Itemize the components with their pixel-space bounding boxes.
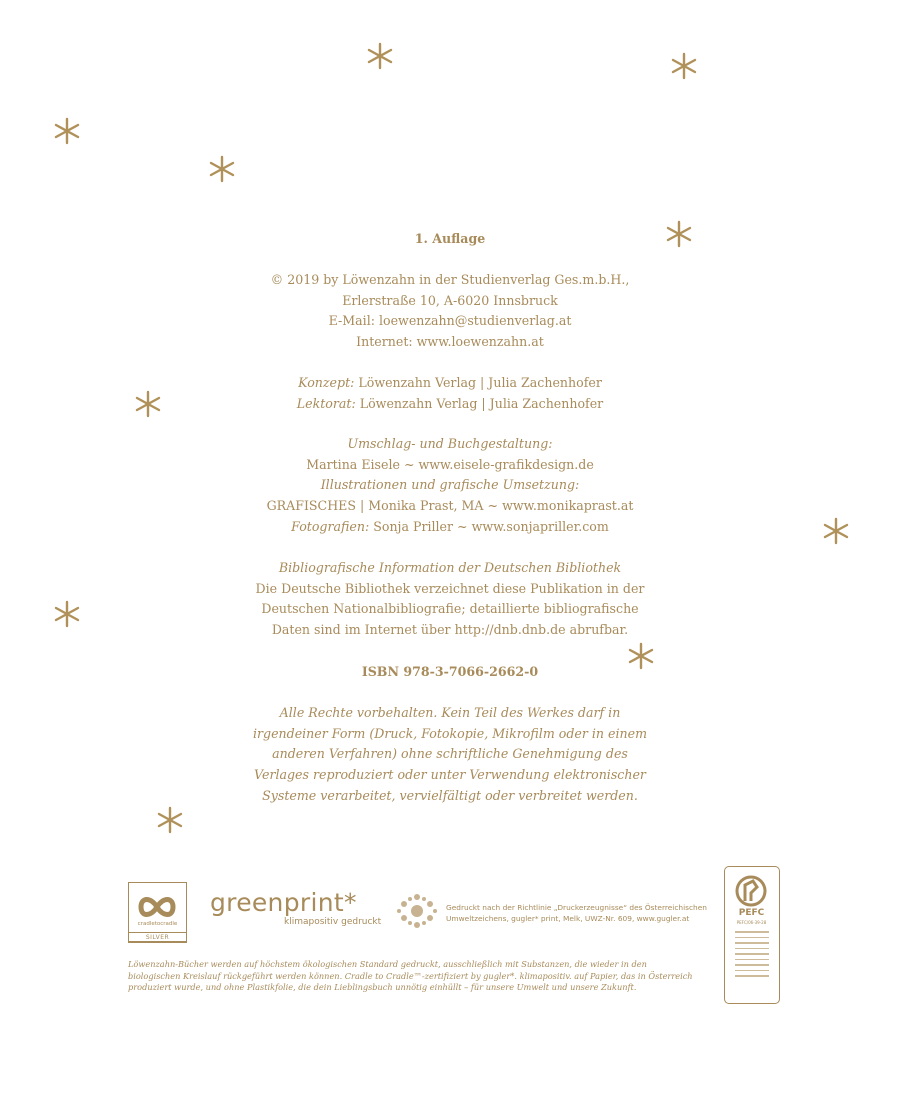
pefc-tree-icon [725, 871, 778, 911]
design-credits-block [0, 434, 900, 538]
illustrationen-label: Illustrationen und grafische Umsetzung: [320, 477, 580, 493]
biblio-line: Deutschen Nationalbibliografie; detaillierte bibliografische [261, 601, 639, 617]
c2c-level: SILVER [128, 932, 187, 943]
credits-block [0, 373, 900, 414]
fotografien-value: Sonja Priller ~ www.sonjapriller.com [369, 518, 609, 534]
biblio-line: Daten sind im Internet über http://dnb.dnb.de abrufbar. [271, 622, 629, 638]
umweltzeichen-emblem-icon [395, 891, 439, 931]
pefc-code: PEFC/06-39-28 [736, 920, 767, 925]
rights-line: Systeme verarbeitet, vervielfältigt oder verbreitet werden. [262, 787, 638, 803]
biblio-line: Die Deutsche Bibliothek verzeichnet diese Publikation in der [255, 580, 645, 596]
umschlag-label: Umschlag- und Buchgestaltung: [347, 436, 553, 451]
pefc-small-print [735, 931, 769, 981]
biblio-block [0, 558, 900, 641]
publisher-block [0, 270, 900, 353]
lektorat-label: Lektorat: [296, 395, 356, 411]
rights-line: Verlages reproduziert oder unter Verwendung elektronischer [254, 767, 646, 783]
star-icon [208, 155, 236, 183]
fineprint-line: produziert wurde, und ohne Plastikfolie, die dein Lieblingsbuch unnötig einhüllt – für unsere Umwelt und unsere Zukunft. [128, 982, 637, 993]
rights-line: Alle Rechte vorbehalten. Kein Teil des Werkes darf in [279, 705, 621, 720]
lektorat-value: Löwenzahn Verlag | Julia Zachenhofer [355, 395, 604, 411]
rights-line: irgendeiner Form (Druck, Fotokopie, Mikrofilm oder in einem [252, 725, 648, 741]
konzept-label: Konzept: [298, 375, 355, 390]
greenprint-logo: greenprint* [210, 888, 357, 917]
konzept-value: Löwenzahn Verlag | Julia Zachenhofer [354, 375, 602, 390]
fotografien-label: Fotografien: [291, 518, 370, 534]
star-icon [366, 42, 394, 70]
publisher-website: Internet: www.loewenzahn.at [356, 334, 544, 350]
biblio-heading: Bibliografische Information der Deutschen Bibliothek [278, 560, 622, 575]
rights-block [0, 703, 900, 807]
imprint-edition-block [0, 229, 900, 250]
umwelt-line: Gedruckt nach der Richtlinie „Druckerzeugnisse“ des Österreichischen [446, 903, 707, 912]
c2c-caption: cradletocradle [137, 921, 178, 927]
star-icon [670, 52, 698, 80]
rights-line: anderen Verfahren) ohne schriftliche Genehmigung des [272, 746, 628, 762]
ecology-fineprint [128, 959, 718, 994]
star-icon [156, 806, 184, 834]
publisher-email: E-Mail: loewenzahn@studienverlag.at [328, 313, 572, 329]
isbn-block [0, 662, 900, 683]
publisher-line: © 2019 by Löwenzahn in der Studienverlag Ges.m.b.H., [270, 272, 630, 287]
fotografien-line [0, 517, 900, 538]
edition: 1. Auflage [414, 231, 486, 246]
fineprint-line: biologischen Kreislauf rückgeführt werden können. Cradle to Cradle™-zertifiziert by gugler*. klimapositiv. auf Papier, das in Österreich [128, 970, 693, 981]
umweltzeichen-text [446, 902, 716, 924]
fineprint-line: Löwenzahn-Bücher werden auf höchstem ökologischen Standard gedruckt, ausschließlich mit Substanzen, die wieder in den [128, 959, 647, 969]
umschlag-value: Martina Eisele ~ www.eisele-grafikdesign.de [306, 456, 594, 472]
pefc-text: PEFC [738, 908, 765, 918]
lektorat-line [0, 394, 900, 415]
konzept-line [0, 373, 900, 394]
publisher-address: Erlerstraße 10, A-6020 Innsbruck [342, 292, 558, 308]
isbn: ISBN 978-3-7066-2662-0 [361, 664, 539, 679]
greenprint-tagline: klimapositiv gedruckt [284, 917, 382, 927]
pefc-label-box [724, 866, 780, 1004]
star-icon [53, 117, 81, 145]
illustrationen-value: GRAFISCHES | Monika Prast, MA ~ www.monikaprast.at [266, 498, 634, 514]
umwelt-line: Umweltzeichens, gugler* print, Melk, UWZ-Nr. 609, www.gugler.at [446, 914, 690, 923]
